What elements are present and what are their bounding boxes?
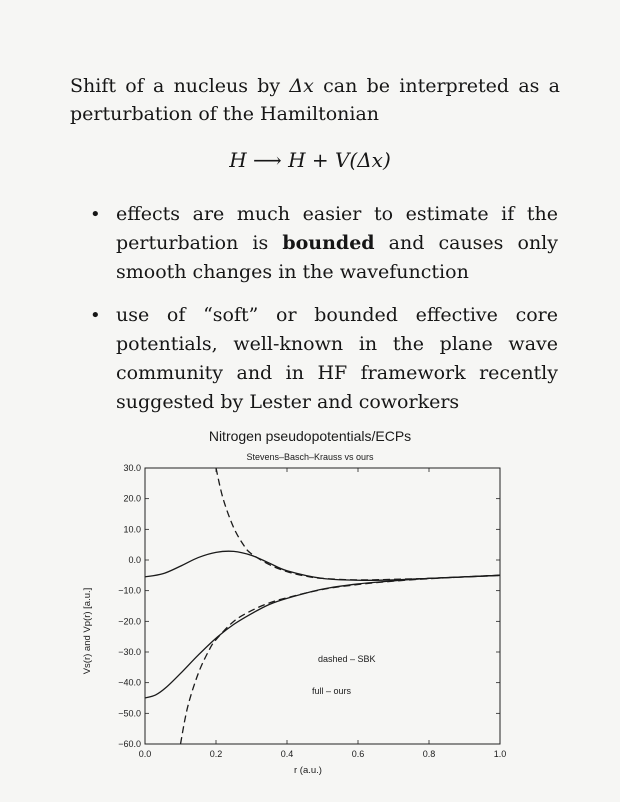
x-axis-label: r (a.u.) [294, 765, 322, 776]
plot-area [118, 463, 506, 759]
y-tick-label: −20.0 [118, 616, 141, 627]
x-tick-label: 0.0 [138, 749, 152, 759]
series-line-solid-0 [145, 551, 500, 580]
y-tick-label: −60.0 [118, 739, 141, 749]
annotation-full-ours: full – ours [312, 686, 352, 696]
bullet-1-text-end: and causes only smooth changes in the wavefunction [116, 232, 558, 283]
bullet-1-text-start: effects are much easier to estimate if the perturbation is [116, 203, 558, 254]
bullet-item-bounded [88, 200, 558, 287]
x-tick-label: 0.2 [209, 749, 223, 759]
y-tick-label: 30.0 [123, 463, 141, 473]
chart-svg [60, 422, 560, 792]
plot-frame [145, 468, 500, 744]
series-line-solid-1 [145, 575, 500, 698]
hamiltonian-equation: H ⟶ H + V(Δx) [229, 148, 391, 172]
y-tick-label: −50.0 [118, 708, 141, 719]
intro-text-start: Shift of a nucleus by [70, 75, 290, 97]
intro-text-end: can be interpreted as a perturbation of the Hamiltonian [70, 75, 560, 125]
bullet-item-soft-ecp [88, 301, 558, 417]
bullet-dot-icon: • [90, 305, 101, 326]
chart-subtitle: Stevens–Basch–Krauss vs ours [246, 452, 374, 462]
annotation-dashed-sbk: dashed – SBK [318, 654, 376, 664]
x-tick-label: 0.4 [280, 749, 294, 759]
y-tick-label: −10.0 [118, 585, 141, 596]
bullet-list [88, 200, 558, 431]
series-line-dashed-2 [216, 468, 500, 580]
y-axis-label: Vs(r) and Vp(r) [a.u.] [82, 587, 93, 675]
y-tick-label: 20.0 [123, 493, 141, 504]
bullet-2-text: use of “soft” or bounded effective core potentials, well-known in the plane wave community and in HF framework recently suggested by Lester and coworkers [116, 304, 558, 413]
bullet-1-bold-word: bounded [282, 232, 375, 254]
x-tick-label: 0.6 [351, 749, 365, 759]
x-tick-label: 0.8 [422, 749, 436, 759]
intro-paragraph [70, 72, 560, 128]
delta-x-symbol: Δx [289, 75, 314, 97]
chart-title: Nitrogen pseudopotentials/ECPs [208, 428, 412, 444]
x-tick-label: 1.0 [493, 749, 507, 759]
y-tick-label: −30.0 [118, 647, 141, 657]
y-tick-label: 0.0 [128, 555, 141, 565]
pseudopotential-chart [60, 422, 560, 792]
y-tick-label: 10.0 [123, 524, 141, 535]
y-tick-label: −40.0 [118, 677, 141, 688]
bullet-dot-icon: • [90, 204, 101, 225]
